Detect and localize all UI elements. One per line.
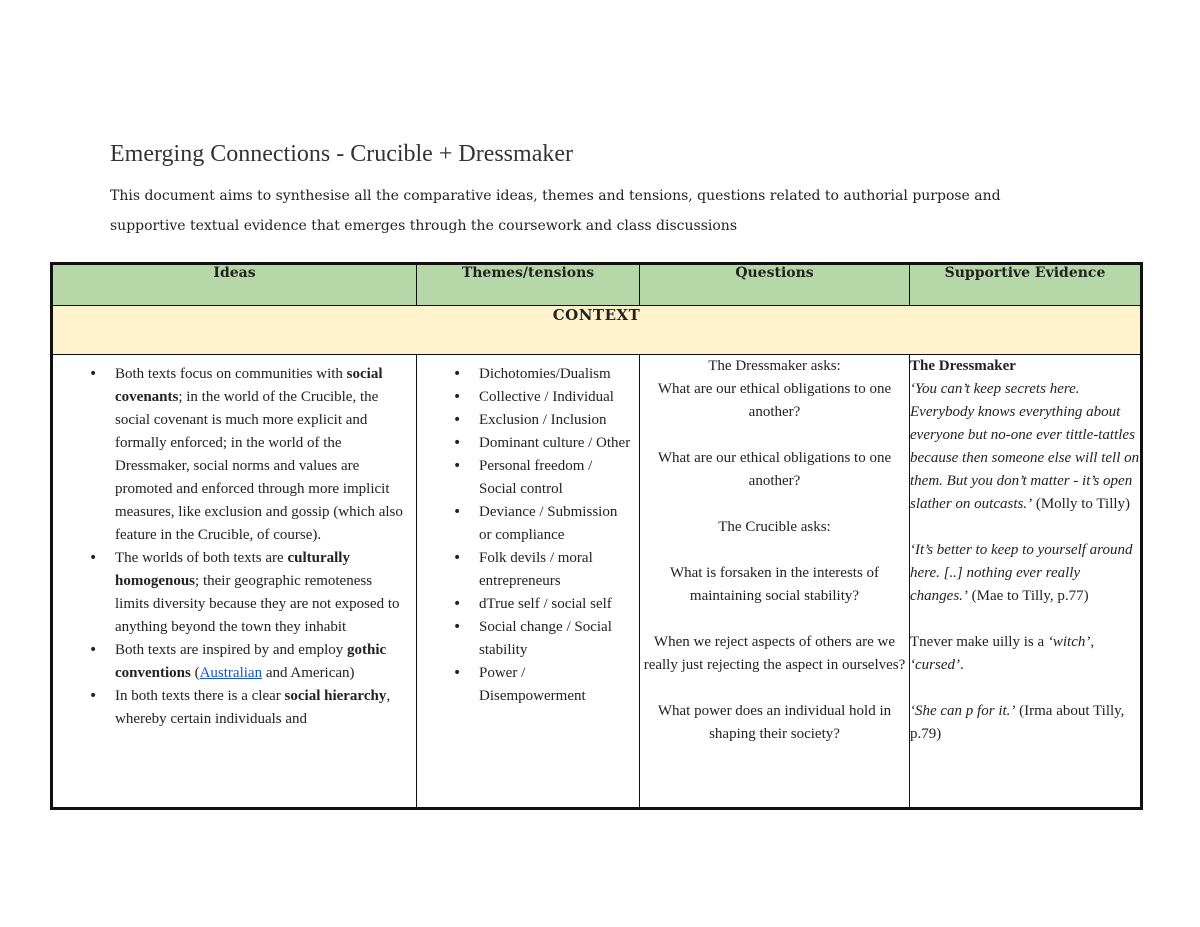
list-item: • dTrue self / social self [479, 593, 633, 616]
list-item: • Both texts focus on communities with social covenants; in the world of the Crucible, the social covenant is much more explicit and formally enforced; in the world of the Dressmaker, social norms and values are promoted and enforced through more implicit measures, like exclusion and gossip (which also feature in the Crucible, of course). [115, 363, 408, 547]
document-title: Emerging Connections - Crucible + Dressmaker [110, 141, 573, 167]
context-label: CONTEXT [52, 306, 1142, 355]
question: What power does an individual hold in shaping their society? [657, 703, 892, 742]
document-intro: This document aims to synthesise all the comparative ideas, themes and tensions, questions related to authorial purpose and supportive textual evidence that emerges through the coursework and class discussions [110, 188, 1001, 234]
header-row [52, 264, 1142, 306]
themes-cell [417, 355, 640, 809]
list-item: • Personal freedom / Social control [479, 455, 633, 501]
evidence-quote: ‘It’s better to keep to yourself around here. [..] nothing ever really changes.’ (Mae to Tilly, p.77) [910, 542, 1133, 604]
list-item: • In both texts there is a clear social hierarchy, whereby certain individuals and [115, 685, 408, 731]
australian-link[interactable]: Australian [199, 665, 263, 681]
evidence-heading: The Dressmaker [910, 358, 1016, 374]
ideas-cell [52, 355, 417, 809]
list-item: • Social change / Social stability [479, 616, 633, 662]
list-item: • Deviance / Submission or compliance [479, 501, 633, 547]
list-item: • Dominant culture / Other [479, 432, 633, 455]
question: When we reject aspects of others are we really just rejecting the aspect in ourselves? [643, 634, 906, 673]
dressmaker-asks-label: The Dressmaker asks: [708, 358, 841, 374]
themes-list [417, 355, 639, 708]
list-item: • The worlds of both texts are culturally homogenous; their geographic remoteness limits diversity because they are not exposed to anything beyond the town they inhabit [115, 547, 408, 639]
list-item: • Power / Disempowerment [479, 662, 633, 708]
header-evidence: Supportive Evidence [910, 264, 1142, 306]
header-themes: Themes/tensions [417, 264, 640, 306]
header-questions: Questions [640, 264, 910, 306]
evidence-quote: ‘She can p for it.’ (Irma about Tilly, p.79) [910, 703, 1125, 742]
question: What are our ethical obligations to one another? [657, 381, 892, 420]
context-row [52, 306, 1142, 355]
key-term: culturally homogenous [115, 550, 350, 589]
questions-cell [640, 355, 910, 809]
question: What is forsaken in the interests of maintaining social stability? [669, 565, 880, 604]
list-item: • Folk devils / moral entrepreneurs [479, 547, 633, 593]
header-ideas: Ideas [52, 264, 417, 306]
evidence-quote: ‘You can’t keep secrets here. Everybody knows everything about everyone but no-one ever tittle-tattles because then someone else will tell on them. But you don’t matter - it’s open slather on outcasts.’ (Molly to Tilly) [910, 381, 1140, 512]
crucible-asks-label: The Crucible asks: [718, 519, 831, 535]
connections-table [50, 262, 1143, 810]
evidence-cell [910, 355, 1142, 809]
ideas-list [53, 355, 416, 731]
evidence-quote: Tnever make uilly is a ‘witch’, ‘cursed’. [910, 634, 1095, 673]
content-row [52, 355, 1142, 809]
question: What are our ethical obligations to one another? [657, 450, 892, 489]
key-term: social covenants [115, 366, 383, 405]
list-item: • Exclusion / Inclusion [479, 409, 633, 432]
key-term: gothic conventions [115, 642, 387, 681]
list-item: • Collective / Individual [479, 386, 633, 409]
list-item: • Dichotomies/Dualism [479, 363, 633, 386]
key-term: social hierarchy [284, 688, 387, 704]
list-item: • Both texts are inspired by and employ gothic conventions (Australian and American) [115, 639, 408, 685]
